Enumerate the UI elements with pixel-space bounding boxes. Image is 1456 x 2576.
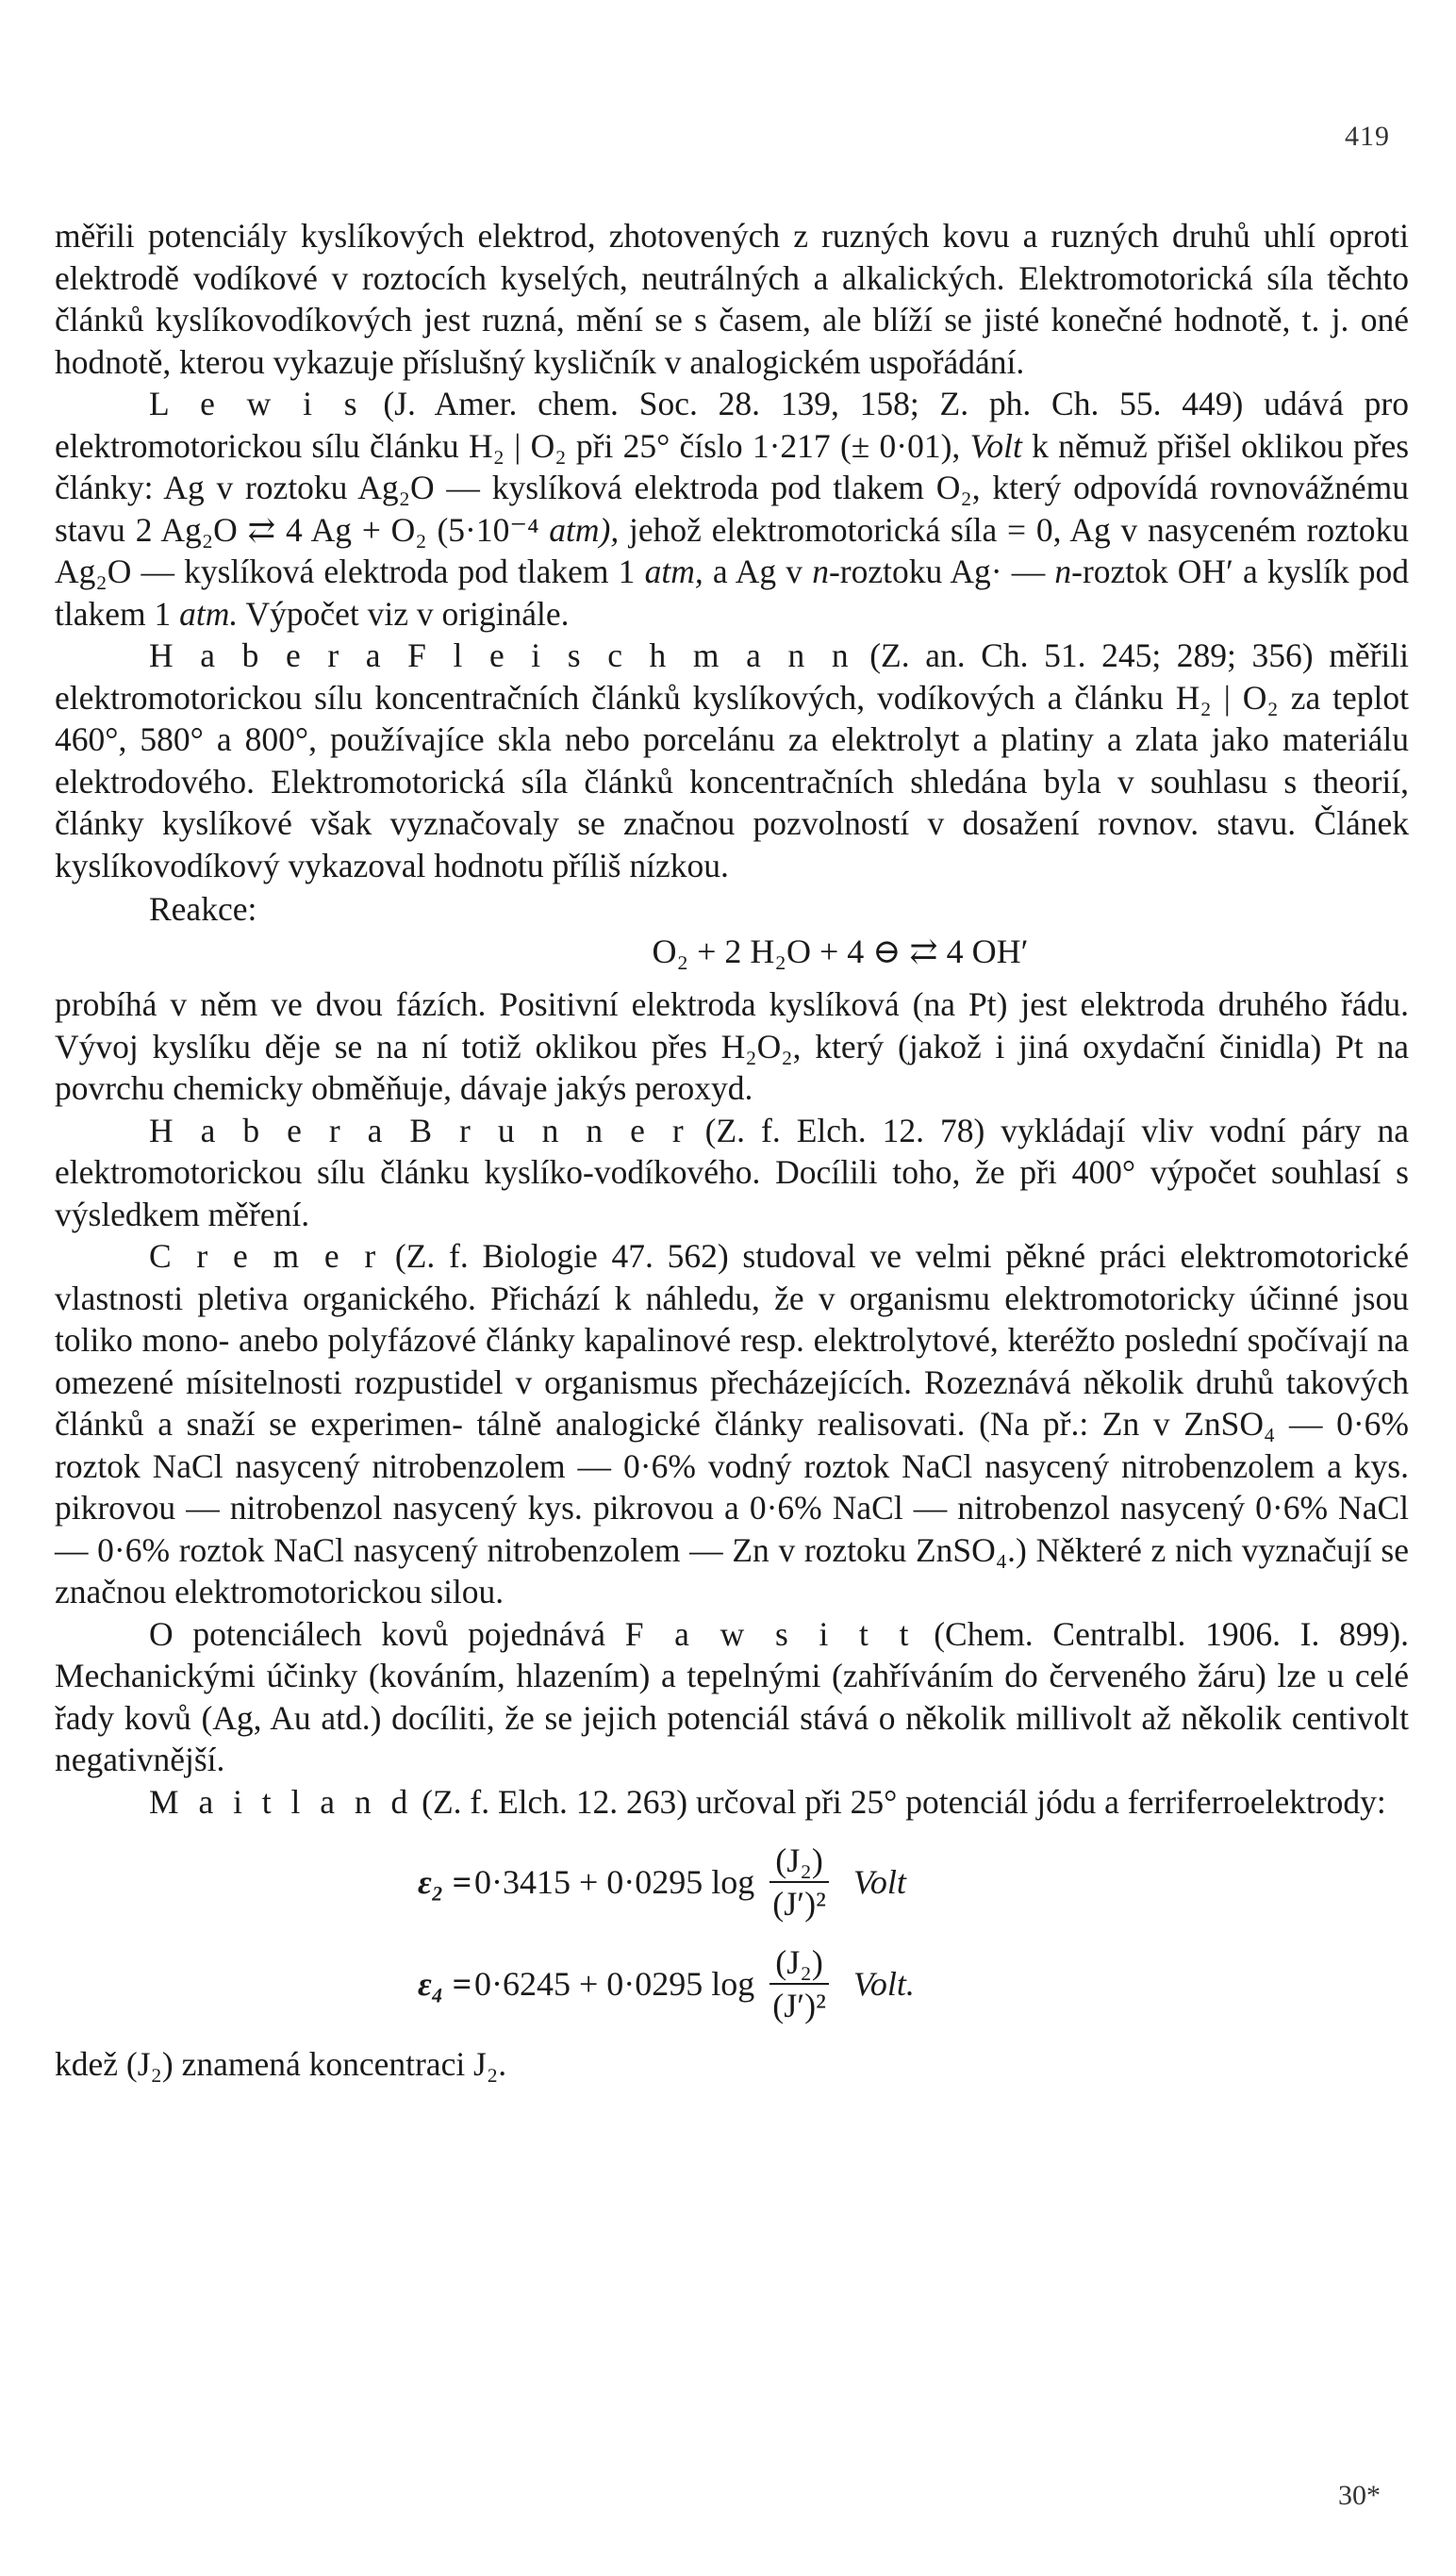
- paragraph-text: (Chem. Centralbl. 1906. I. 899). Mechanickými účinky (kováním, hlazením) a tepelnými (zahříváním do červeného žáru) lze u celé řady kovů (Ag, Au atd.) docíliti, že se jejich potenciál stává o několik millivolt až několik centivolt negativnější.: [55, 1614, 1409, 1778]
- author-haber-brunner: H a b e r a B r u n n e r: [149, 1111, 689, 1149]
- equation-unit: Volt.: [852, 1964, 915, 2003]
- author-maitland: M a i t l a n d: [149, 1782, 414, 1821]
- fraction-denominator: (J′)²: [772, 1885, 826, 1923]
- paragraph-text: udává pro elektromotorickou sílu článku H₂ | O₂ při 25° číslo 1·217 (± 0·01),: [55, 385, 1409, 465]
- paragraph-text: (Z. an. Ch. 51. 245; 289; 356) měřili elektromotorickou sílu koncentračních článků kyslíkových, vodíkových a článku H₂ | O₂ za teplot 460°, 580° a 800°, používajíce skla nebo porcelánu za elektrolyt a platiny a zlata jako materiálu elektrodového. Elektromotorická síla článků koncentračních shledána byla v souhlasu s theorií, články kyslíkové však vyznačovaly se značnou pozvolností v dosažení rovnov. stavu. Článek kyslíkovodíkový vykazoval hodnotu příliš nízkou.: [55, 636, 1409, 884]
- equation-unit: Volt: [852, 1862, 906, 1901]
- normal-n: n: [812, 553, 829, 590]
- paragraph-text: Výpočet viz v originále.: [245, 594, 570, 633]
- paragraph-text: (Z. f. Elch. 12. 78) vykládají vliv vodní páry na elektromotorickou sílu článku kyslíko-vodíkového. Docílili toho, že při 400° výpočet souhlasí s výsledkem měření.: [55, 1111, 1410, 1233]
- fraction-numerator: (J₂): [769, 1941, 829, 1985]
- equation-lhs: ε₂ =: [418, 1862, 472, 1901]
- paragraph-1: měřili potenciály kyslíkových elektrod, zhotovených z ruzných kovu a ruzných druhů uhlí oproti elektrodě vodíkové v roztocích kyselých, neutrálných a alkalických. Elektromotorická síla těchto článků kyslíkovodíkových jest ruzná, mění se s časem, ale blíží se jisté konečné hodnotě, t. j. oné hodnotě, kterou vykazuje příslušný kysličník v analogickém uspořádání.: [55, 217, 1409, 381]
- author-cremer: C r e m e r: [149, 1237, 382, 1275]
- signature-mark: 30*: [1338, 2480, 1381, 2511]
- equation-fraction: [769, 1840, 829, 1924]
- normal-n: n: [1054, 553, 1072, 590]
- equation-1: [418, 1840, 1409, 1924]
- unit-atm: atm),: [549, 510, 620, 549]
- equation-lhs: ε₄ =: [418, 1964, 472, 2003]
- paragraph-7: [55, 1613, 1409, 1781]
- paragraph-text: jehož elektromotorická síla = 0, Ag v nasyceném roztoku Ag₂O — kyslíková elektroda pod tlakem 1: [55, 510, 1409, 590]
- paragraph-text: a Ag v: [712, 553, 803, 590]
- citation: (J. Amer. chem. Soc. 28. 139, 158; Z. ph. Ch. 55. 449): [383, 385, 1244, 422]
- paragraph-5: [55, 1110, 1409, 1236]
- fraction-numerator: (J₂): [769, 1840, 829, 1883]
- author-lewis: L e w i s: [149, 385, 363, 422]
- unit-atm: atm.: [179, 594, 239, 633]
- paragraph-text: O potenciálech kovů pojednává: [149, 1614, 606, 1653]
- page-number: 419: [1345, 121, 1390, 152]
- paragraph-text: (Z. f. Elch. 12. 263) určoval při 25° potenciál jódu a ferriferroelektrody:: [422, 1782, 1386, 1821]
- paragraph-4: probíhá v něm ve dvou fázích. Positivní elektroda kyslíková (na Pt) jest elektroda druhého řádu. Vývoj kyslíku děje se na ní totiž oklikou přes H₂O₂, který (jakož i jiná oxydační činidla) Pt na povrchu chemicky obměňuje, dávaje jakýs peroxyd.: [55, 985, 1409, 1107]
- author-fawsitt: F a w s i t t: [624, 1614, 915, 1653]
- paragraph-text: -roztoku Ag· —: [828, 553, 1046, 590]
- unit-volt: Volt: [969, 426, 1022, 465]
- equation-fraction: [769, 1941, 829, 2026]
- paragraph-text: k němuž přišel oklikou přes články: Ag v roztoku Ag₂O — kyslíková elektroda pod tlakem O₂, který odpovídá rovnovážnému stavu 2 Ag₂O ⇄ 4 Ag + O₂ (5·10⁻⁴: [55, 426, 1410, 549]
- author-haber-fleischmann: H a b e r a F l e i s c h m a n n: [149, 636, 854, 674]
- paragraph-3: [55, 635, 1409, 972]
- paragraph-9: kdež (J₂) znamená koncentraci J₂.: [55, 2045, 507, 2083]
- paragraph-text: (Z. f. Biologie 47. 562) studoval ve velmi pěkné práci elektromotorické vlastnosti pletiva organického. Přichází k náhledu, že v organismu elektromotoricky účinné jsou toliko mono- anebo polyfázové články kapalinové resp. elektrolytové, kteréžto poslední spočívají na omezené mísitelnosti rozpustidel v organismus přecházejících. Rozeznává několik druhů takových článků a snaží se experimen- tálně analogické články realisovati. (Na př.: Zn v ZnSO₄ — 0·6% roztok NaCl nasycený nitrobenzolem — 0·6% vodný roztok NaCl nasycený nitrobenzolem a kys. pikrovou — nitrobenzol nasycený kys. pikrovou a 0·6% NaCl — nitrobenzol nasycený 0·6% NaCl — 0·6% roztok NaCl nasycený nitrobenzolem — Zn v roztoku ZnSO₄.) Některé z nich vyznačují se značnou elektromotorickou silou.: [55, 1237, 1409, 1610]
- fraction-denominator: (J′)²: [772, 1987, 826, 2024]
- equation-rhs: 0·6245 + 0·0295 log: [474, 1964, 755, 2003]
- equation-2: [418, 1941, 1409, 2026]
- paragraph-text: -roztok OH′ a kyslík pod tlakem 1: [55, 553, 1410, 633]
- reaction-equation: O₂ + 2 H₂O + 4 ⊖ ⇄ 4 OH′: [652, 932, 1029, 970]
- paragraph-6: [55, 1235, 1409, 1613]
- paragraph-2: [55, 383, 1409, 635]
- equation-rhs: 0·3415 + 0·0295 log: [474, 1862, 755, 1901]
- unit-atm: atm,: [644, 553, 703, 590]
- page-body: [55, 215, 1409, 2086]
- paragraph-8: [55, 1781, 1409, 1824]
- reakce-label: Reakce:: [149, 890, 257, 928]
